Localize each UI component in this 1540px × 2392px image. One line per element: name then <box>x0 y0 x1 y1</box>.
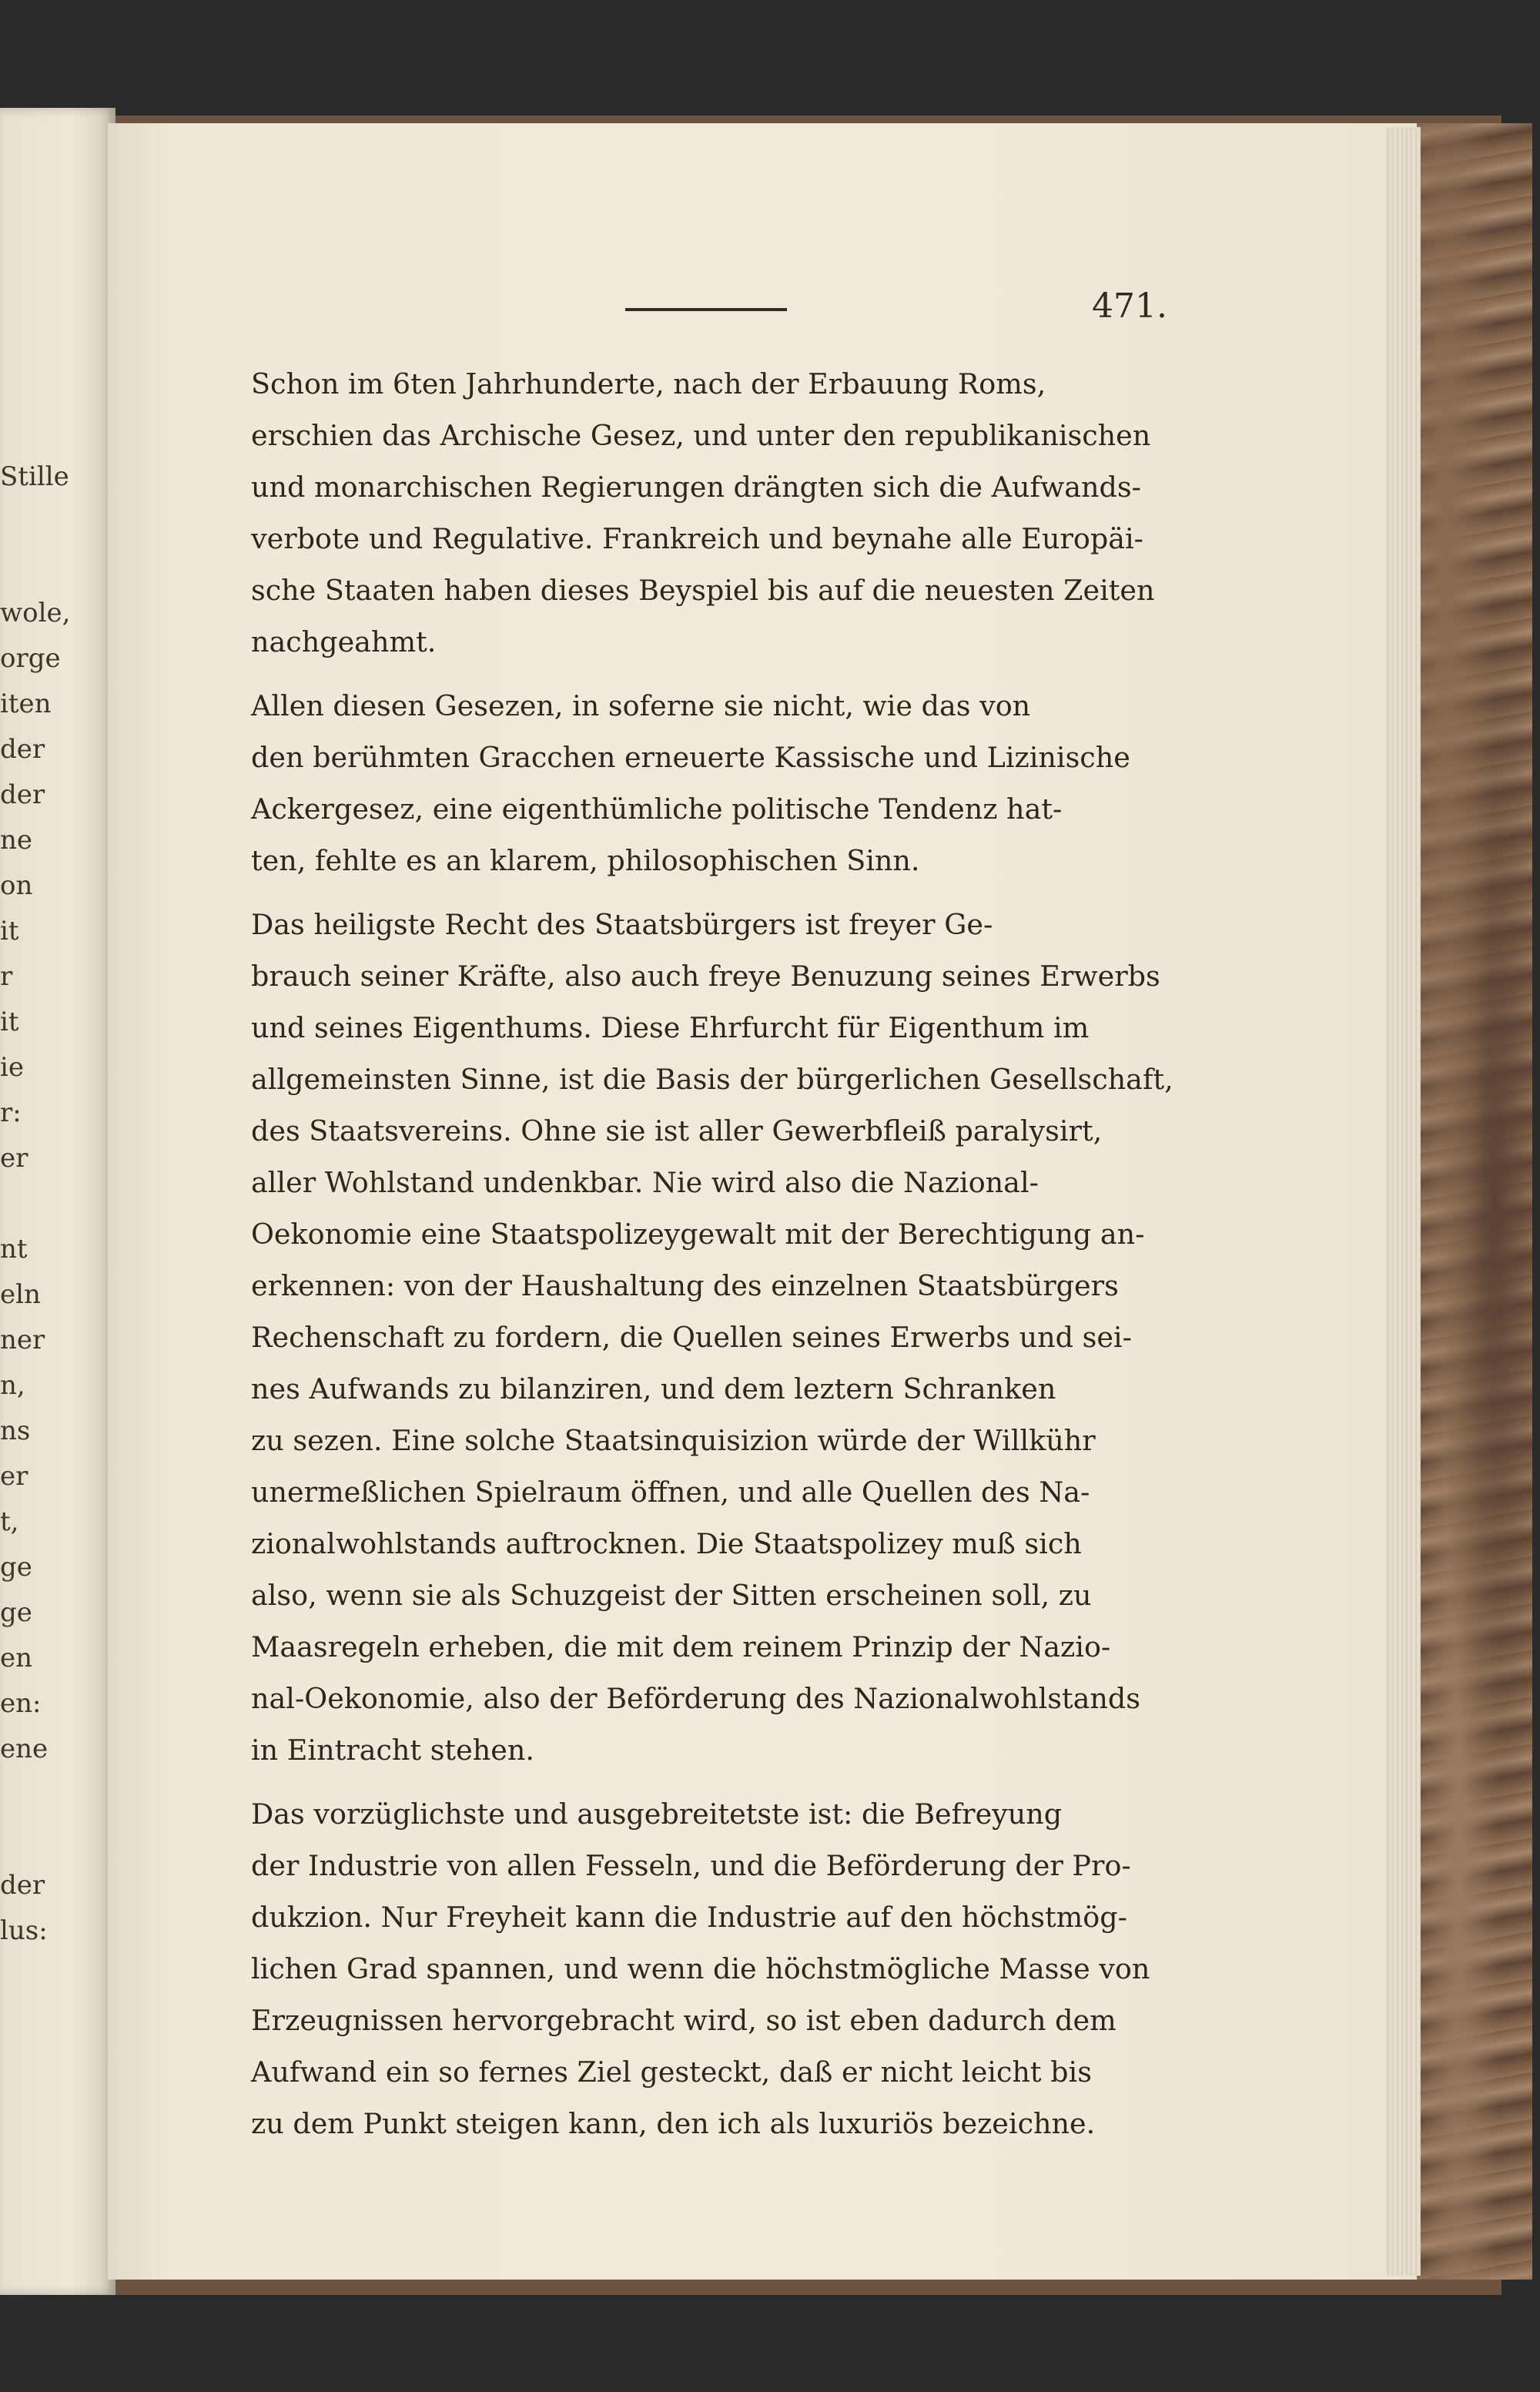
left-page-fragment: ner <box>0 1325 45 1355</box>
text-line: verbote und Regulative. Frankreich und beynahe alle Europäi- <box>251 522 1144 555</box>
left-page-fragment: ene <box>0 1734 49 1764</box>
left-page-fragment: ie <box>0 1052 24 1083</box>
left-page-fragment: ge <box>0 1597 32 1628</box>
text-line: allgemeinsten Sinne, ist die Basis der bürgerlichen Gesellschaft, <box>251 1063 1173 1096</box>
left-page-fragment: on <box>0 870 33 901</box>
text-line: sche Staaten haben dieses Beyspiel bis auf die neuesten Zeiten <box>251 574 1155 607</box>
text-line: Das heiligste Recht des Staatsbürgers ist freyer Ge- <box>251 908 993 941</box>
left-page-fragment: lus: <box>0 1915 48 1946</box>
text-line: zu dem Punkt steigen kann, den ich als luxuriös bezeichne. <box>251 2107 1096 2140</box>
left-page-fragment: nt <box>0 1234 28 1265</box>
left-page-fragment: orge <box>0 643 61 674</box>
left-page-fragment: ge <box>0 1552 32 1583</box>
left-page-fragment: ne <box>0 825 33 856</box>
text-line: nes Aufwands zu bilanziren, und dem leztern Schranken <box>251 1372 1056 1405</box>
page-stack-edge <box>1386 127 1421 2276</box>
header-rule <box>625 308 787 311</box>
text-line: unermeßlichen Spielraum öffnen, und alle Quellen des Na- <box>251 1476 1090 1509</box>
left-page-fragment <box>0 545 62 591</box>
paragraph <box>251 1788 1192 2149</box>
left-page-fragment <box>0 1772 62 1817</box>
left-page-edge <box>0 108 116 2295</box>
text-line: aller Wohlstand undenkbar. Nie wird also die Nazional- <box>251 1166 1039 1199</box>
text-line: zu sezen. Eine solche Staatsinquisizion würde der Willkühr <box>251 1424 1096 1457</box>
left-page-fragment: it <box>0 916 19 946</box>
text-line: Maasregeln erheben, die mit dem reinem Prinzip der Nazio- <box>251 1630 1111 1663</box>
text-line: dukzion. Nur Freyheit kann die Industrie auf den höchstmög- <box>251 1901 1127 1934</box>
text-line: Allen diesen Gesezen, in soferne sie nicht, wie das von <box>251 689 1031 722</box>
left-page-fragment: wole, <box>0 598 71 628</box>
left-page-fragment: ns <box>0 1415 31 1446</box>
left-page-fragment: n, <box>0 1370 25 1401</box>
left-page-fragment: r: <box>0 1097 22 1128</box>
left-page-fragment <box>0 1817 62 1863</box>
paragraph <box>251 899 1192 1776</box>
text-line: ten, fehlte es an klarem, philosophischen Sinn. <box>251 844 920 877</box>
left-page-fragment: r <box>0 961 13 992</box>
paragraph <box>251 680 1192 886</box>
text-line: Schon im 6ten Jahrhunderte, nach der Erbauung Roms, <box>251 367 1046 400</box>
left-page-fragment <box>0 500 62 545</box>
left-page-text-fragments <box>0 454 71 1954</box>
text-line: den berühmten Gracchen erneuerte Kassische und Lizinische <box>251 741 1130 774</box>
text-line: lichen Grad spannen, und wenn die höchstmögliche Masse von <box>251 1952 1150 1985</box>
left-page-fragment: der <box>0 779 45 810</box>
text-line: Oekonomie eine Staatspolizeygewalt mit der Berechtigung an- <box>251 1218 1145 1251</box>
text-line: Erzeugnissen hervorgebracht wird, so ist eben dadurch dem <box>251 2004 1116 2037</box>
left-page-fragment: en: <box>0 1688 42 1719</box>
left-page-fragment: t, <box>0 1506 19 1537</box>
left-page-fragment: en <box>0 1643 33 1673</box>
left-page-fragment <box>0 1181 62 1227</box>
text-line: erschien das Archische Gesez, und unter den republikanischen <box>251 419 1151 452</box>
text-line: zionalwohlstands auftrocknen. Die Staatspolizey muß sich <box>251 1527 1082 1560</box>
text-line: in Eintracht stehen. <box>251 1734 534 1767</box>
left-page-fragment: iten <box>0 688 52 719</box>
text-line: Rechenschaft zu fordern, die Quellen seines Erwerbs und sei- <box>251 1321 1132 1354</box>
text-line: Das vorzüglichste und ausgebreitetste ist: die Befreyung <box>251 1797 1063 1831</box>
text-line: also, wenn sie als Schuzgeist der Sitten erscheinen soll, zu <box>251 1579 1092 1612</box>
text-line: nal-Oekonomie, also der Beförderung des Nazionalwohlstands <box>251 1682 1140 1715</box>
text-line: erkennen: von der Haushaltung des einzelnen Staatsbürgers <box>251 1269 1119 1302</box>
page-number: 471. <box>1092 286 1167 326</box>
text-line: der Industrie von allen Fesseln, und die Beförderung der Pro- <box>251 1849 1131 1882</box>
text-line: Ackergesez, eine eigenthümliche politische Tendenz hat- <box>251 792 1063 826</box>
left-page-fragment: der <box>0 734 45 765</box>
main-text <box>251 358 1192 2162</box>
text-line: und monarchischen Regierungen drängten sich die Aufwands- <box>251 471 1141 504</box>
marbled-cover-edge <box>1409 123 1532 2280</box>
left-page-fragment: er <box>0 1143 28 1174</box>
left-page-fragment: er <box>0 1461 28 1492</box>
left-page-fragment: eln <box>0 1279 41 1310</box>
text-line: brauch seiner Kräfte, also auch freye Benuzung seines Erwerbs <box>251 960 1160 993</box>
paragraph <box>251 358 1192 668</box>
left-page-fragment: Stille <box>0 461 69 492</box>
text-line: Aufwand ein so fernes Ziel gesteckt, daß er nicht leicht bis <box>251 2055 1092 2089</box>
text-line: und seines Eigenthums. Diese Ehrfurcht für Eigenthum im <box>251 1011 1090 1044</box>
left-page-fragment: der <box>0 1870 45 1901</box>
text-line: nachgeahmt. <box>251 625 437 658</box>
text-line: des Staatsvereins. Ohne sie ist aller Gewerbfleiß paralysirt, <box>251 1114 1103 1147</box>
left-page-fragment: it <box>0 1007 19 1037</box>
